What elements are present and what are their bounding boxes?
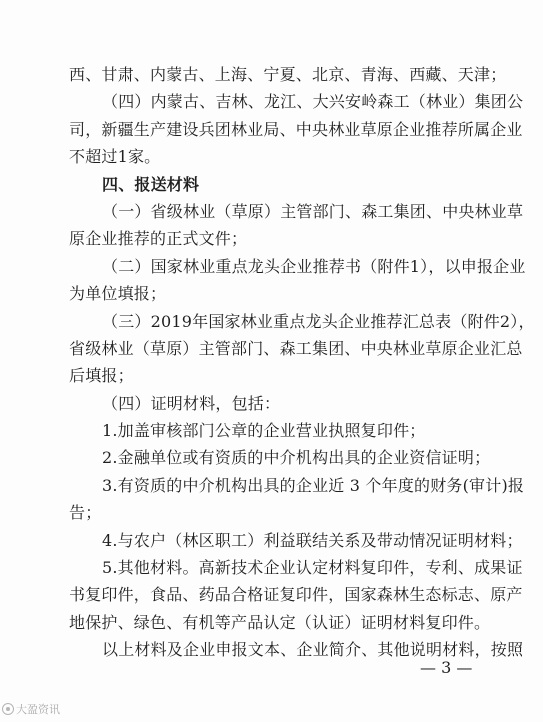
list-item: 2.金融单位或有资质的中介机构出具的企业资信证明； xyxy=(102,448,491,468)
body-line: （四）内蒙古、吉林、龙江、大兴安岭森工（林业）集团公 xyxy=(102,92,524,112)
weibo-icon xyxy=(2,703,14,715)
body-line: 不超过1家。 xyxy=(69,147,161,167)
watermark-text: 大盈资讯 xyxy=(16,703,60,716)
document-body xyxy=(69,61,535,664)
body-line: 以上材料及企业申报文本、企业简介、其他说明材料，按照 xyxy=(102,640,524,660)
body-line: 书复印件，食品、药品合格证复印件，国家森林生态标志、原产 xyxy=(69,585,523,605)
list-item: 4.与农户（林区职工）利益联结关系及带动情况证明材料； xyxy=(102,530,523,550)
body-line: 为单位填报； xyxy=(69,284,167,304)
section-heading: 四、报送材料 xyxy=(102,174,200,194)
body-line: 告； xyxy=(69,503,102,523)
list-item: 5.其他材料。高新技术企业认定材料复印件，专利、成果证 xyxy=(102,558,523,578)
body-line: 地保护、绿色、有机等产品认定（认证）证明材料复印件。 xyxy=(69,612,491,632)
watermark xyxy=(2,701,60,717)
list-item: 3.有资质的中介机构出具的企业近 3 个年度的财务(审计)报 xyxy=(102,475,525,495)
body-line: 西、甘肃、内蒙古、上海、宁夏、北京、青海、西藏、天津； xyxy=(69,65,507,84)
body-line: （一）省级林业（草原）主管部门、森工集团、中央林业草 xyxy=(102,201,524,221)
list-item: 1.加盖审核部门公章的企业营业执照复印件； xyxy=(102,421,426,441)
body-line: （三）2019年国家林业重点龙头企业推荐汇总表（附件2）， xyxy=(102,311,535,331)
body-line: 司，新疆生产建设兵团林业局、中央林业草原企业推荐所属企业 xyxy=(69,119,523,139)
body-line: 后填报； xyxy=(69,366,134,386)
body-line: 省级林业（草原）主管部门、森工集团、中央林业草原企业汇总 xyxy=(69,338,523,358)
page-number: — 3 — xyxy=(420,658,473,677)
body-line: （二）国家林业重点龙头企业推荐书（附件1），以申报企业 xyxy=(102,256,526,276)
body-line: （四）证明材料，包括： xyxy=(102,393,281,413)
body-line: 原企业推荐的正式文件； xyxy=(69,229,248,249)
